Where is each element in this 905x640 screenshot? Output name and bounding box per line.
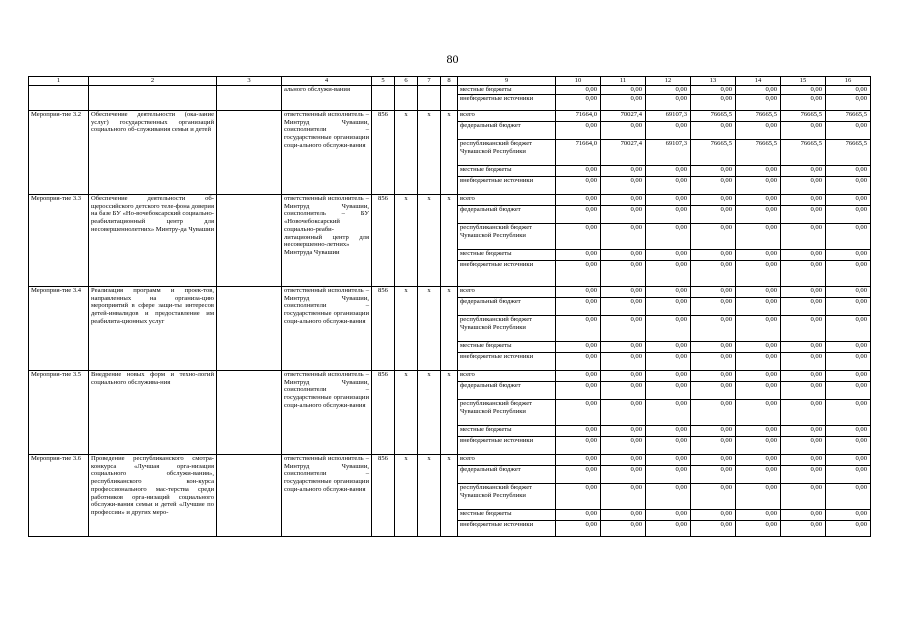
value-cell: 0,00 <box>826 382 871 400</box>
value-cell: 0,00 <box>646 382 691 400</box>
column-number-5: 5 <box>372 77 395 86</box>
source-cell: федеральный бюджет <box>458 382 556 400</box>
value-cell: 0,00 <box>691 353 736 371</box>
value-cell: 0,00 <box>736 287 781 298</box>
value-cell: 0,00 <box>601 206 646 224</box>
csr-cell: x <box>418 195 441 287</box>
value-cell: 0,00 <box>781 166 826 177</box>
page-number: 80 <box>446 52 459 66</box>
value-cell: 0,00 <box>781 342 826 353</box>
value-cell: 0,00 <box>646 250 691 261</box>
measure-code-cell: Мероприя-тие 3.3 <box>29 195 89 287</box>
value-cell: 0,00 <box>691 484 736 510</box>
source-cell: всего <box>458 195 556 206</box>
source-cell: внебюджетные источники <box>458 437 556 455</box>
source-cell: федеральный бюджет <box>458 206 556 224</box>
source-cell: всего <box>458 455 556 466</box>
column-number-3: 3 <box>217 77 282 86</box>
grbs-cell: 856 <box>372 455 395 537</box>
measure-code-cell <box>29 86 89 111</box>
value-cell: 0,00 <box>826 455 871 466</box>
value-cell: 70027,4 <box>601 140 646 166</box>
measure-name-cell: Реализация программ и проек-тов, направленных на организа-цию мероприятий в сфере защи-ты интересов детей-инвалидов и предоставление им реабилита-ционных услуг <box>89 287 217 371</box>
value-cell: 0,00 <box>601 400 646 426</box>
value-cell: 0,00 <box>556 521 601 537</box>
value-cell: 0,00 <box>826 206 871 224</box>
vr-cell: x <box>441 195 458 287</box>
vr-cell: x <box>441 111 458 195</box>
value-cell: 0,00 <box>601 371 646 382</box>
target-cell <box>217 287 282 371</box>
value-cell: 0,00 <box>691 195 736 206</box>
value-cell: 0,00 <box>556 298 601 316</box>
value-cell: 0,00 <box>736 166 781 177</box>
rz-cell: x <box>395 111 418 195</box>
value-cell: 76665,5 <box>691 111 736 122</box>
value-cell: 0,00 <box>646 455 691 466</box>
value-cell: 0,00 <box>781 195 826 206</box>
value-cell: 0,00 <box>736 521 781 537</box>
rz-cell: x <box>395 195 418 287</box>
value-cell: 0,00 <box>736 510 781 521</box>
value-cell: 76665,5 <box>736 140 781 166</box>
value-cell: 0,00 <box>601 287 646 298</box>
value-cell: 0,00 <box>781 437 826 455</box>
value-cell: 0,00 <box>781 177 826 195</box>
source-cell: местные бюджеты <box>458 250 556 261</box>
value-cell: 0,00 <box>646 371 691 382</box>
value-cell: 69107,3 <box>646 111 691 122</box>
measure-code-cell: Мероприя-тие 3.4 <box>29 287 89 371</box>
column-number-13: 13 <box>691 77 736 86</box>
value-cell: 0,00 <box>781 86 826 95</box>
value-cell: 0,00 <box>736 484 781 510</box>
value-cell: 0,00 <box>736 195 781 206</box>
value-cell: 0,00 <box>691 298 736 316</box>
value-cell: 0,00 <box>691 316 736 342</box>
value-cell: 0,00 <box>826 166 871 177</box>
source-cell: федеральный бюджет <box>458 298 556 316</box>
column-number-1: 1 <box>29 77 89 86</box>
column-number-4: 4 <box>282 77 372 86</box>
value-cell: 0,00 <box>691 177 736 195</box>
measure-name-cell: Обеспечение деятельности об-щероссийского детского теле-фона доверия на базе БУ «Но-вочебоксарский социально-реабилитационный центр для несовершеннолетних» Минтру-да Чувашии <box>89 195 217 287</box>
value-cell: 0,00 <box>601 195 646 206</box>
value-cell: 0,00 <box>691 382 736 400</box>
value-cell: 0,00 <box>826 122 871 140</box>
grbs-cell: 856 <box>372 111 395 195</box>
value-cell: 0,00 <box>826 195 871 206</box>
value-cell: 0,00 <box>601 166 646 177</box>
value-cell: 0,00 <box>556 261 601 287</box>
value-cell: 0,00 <box>646 261 691 287</box>
value-cell: 0,00 <box>601 455 646 466</box>
value-cell: 0,00 <box>556 250 601 261</box>
table-row <box>29 287 871 298</box>
value-cell: 69107,3 <box>646 140 691 166</box>
measure-name-cell: Обеспечение деятельности (ока-зание услуг) государственных организаций социального об-служивания семьи и детей <box>89 111 217 195</box>
value-cell: 0,00 <box>646 510 691 521</box>
rz-cell: x <box>395 287 418 371</box>
source-cell: федеральный бюджет <box>458 466 556 484</box>
source-cell: местные бюджеты <box>458 166 556 177</box>
value-cell: 0,00 <box>781 224 826 250</box>
value-cell: 0,00 <box>781 287 826 298</box>
value-cell: 0,00 <box>556 342 601 353</box>
value-cell: 0,00 <box>556 206 601 224</box>
value-cell: 0,00 <box>691 166 736 177</box>
rz-cell: x <box>395 371 418 455</box>
measure-name-cell <box>89 86 217 111</box>
value-cell: 0,00 <box>826 86 871 95</box>
value-cell: 0,00 <box>601 86 646 95</box>
rz-cell: x <box>395 455 418 537</box>
value-cell: 0,00 <box>736 353 781 371</box>
value-cell: 0,00 <box>646 298 691 316</box>
value-cell: 0,00 <box>556 484 601 510</box>
value-cell: 0,00 <box>601 521 646 537</box>
value-cell: 0,00 <box>736 466 781 484</box>
executor-cell: ответственный исполнитель – Минтруд Чувашии, соисполнитель – БУ «Новочебоксарский социально-реаби-литационный центр для несовершенно-летних» Минтруда Чувашии <box>282 195 372 287</box>
value-cell: 0,00 <box>601 224 646 250</box>
value-cell: 76665,5 <box>781 111 826 122</box>
value-cell: 0,00 <box>691 455 736 466</box>
csr-cell <box>418 86 441 111</box>
value-cell: 0,00 <box>736 371 781 382</box>
value-cell: 0,00 <box>736 224 781 250</box>
value-cell: 0,00 <box>646 195 691 206</box>
measure-name-cell: Проведение республиканского смотра-конкурса «Лучшая орга-низация социального обслужи-вания», республиканского кон-курса профессионального мас-терства среди работников орга-низаций социального обслужи-вания семьи и детей «Лучшие по профессии» и других меро- <box>89 455 217 537</box>
value-cell: 0,00 <box>691 86 736 95</box>
value-cell: 0,00 <box>826 426 871 437</box>
value-cell: 0,00 <box>691 95 736 111</box>
value-cell: 0,00 <box>826 484 871 510</box>
value-cell: 0,00 <box>826 316 871 342</box>
value-cell: 0,00 <box>736 437 781 455</box>
vr-cell: x <box>441 455 458 537</box>
value-cell: 0,00 <box>646 400 691 426</box>
value-cell: 0,00 <box>646 353 691 371</box>
value-cell: 0,00 <box>781 382 826 400</box>
value-cell: 0,00 <box>691 342 736 353</box>
value-cell: 0,00 <box>736 177 781 195</box>
measure-code-cell: Мероприя-тие 3.6 <box>29 455 89 537</box>
value-cell: 0,00 <box>691 224 736 250</box>
value-cell: 0,00 <box>601 466 646 484</box>
csr-cell: x <box>418 455 441 537</box>
value-cell: 0,00 <box>781 298 826 316</box>
value-cell: 0,00 <box>646 484 691 510</box>
value-cell: 0,00 <box>601 510 646 521</box>
target-cell <box>217 455 282 537</box>
source-cell: внебюджетные источники <box>458 95 556 111</box>
value-cell: 0,00 <box>556 353 601 371</box>
value-cell: 71664,0 <box>556 140 601 166</box>
value-cell: 0,00 <box>781 261 826 287</box>
grbs-cell: 856 <box>372 371 395 455</box>
value-cell: 0,00 <box>736 316 781 342</box>
value-cell: 0,00 <box>601 353 646 371</box>
value-cell: 0,00 <box>736 426 781 437</box>
value-cell: 0,00 <box>556 287 601 298</box>
value-cell: 0,00 <box>691 510 736 521</box>
value-cell: 0,00 <box>781 206 826 224</box>
value-cell: 0,00 <box>691 426 736 437</box>
rz-cell <box>395 86 418 111</box>
value-cell: 0,00 <box>826 95 871 111</box>
value-cell: 0,00 <box>646 122 691 140</box>
value-cell: 0,00 <box>646 466 691 484</box>
column-number-7: 7 <box>418 77 441 86</box>
measure-code-cell: Мероприя-тие 3.2 <box>29 111 89 195</box>
target-cell <box>217 371 282 455</box>
value-cell: 0,00 <box>781 510 826 521</box>
measure-name-cell: Внедрение новых форм и техно-логий социального обслужива-ния <box>89 371 217 455</box>
value-cell: 0,00 <box>691 437 736 455</box>
source-cell: республиканский бюджет Чувашской Республики <box>458 140 556 166</box>
value-cell: 71664,0 <box>556 111 601 122</box>
value-cell: 0,00 <box>556 95 601 111</box>
column-number-row <box>29 77 871 86</box>
value-cell: 0,00 <box>646 342 691 353</box>
column-number-12: 12 <box>646 77 691 86</box>
program-table-sheet <box>28 76 870 537</box>
value-cell: 0,00 <box>601 426 646 437</box>
value-cell: 0,00 <box>556 400 601 426</box>
value-cell: 0,00 <box>781 316 826 342</box>
value-cell: 0,00 <box>646 287 691 298</box>
source-cell: республиканский бюджет Чувашской Республики <box>458 400 556 426</box>
value-cell: 0,00 <box>601 437 646 455</box>
value-cell: 0,00 <box>691 206 736 224</box>
value-cell: 0,00 <box>601 95 646 111</box>
value-cell: 0,00 <box>556 510 601 521</box>
csr-cell: x <box>418 287 441 371</box>
value-cell: 0,00 <box>826 466 871 484</box>
value-cell: 76665,5 <box>736 111 781 122</box>
value-cell: 0,00 <box>781 95 826 111</box>
source-cell: местные бюджеты <box>458 426 556 437</box>
value-cell: 0,00 <box>781 466 826 484</box>
column-number-10: 10 <box>556 77 601 86</box>
source-cell: местные бюджеты <box>458 510 556 521</box>
executor-cell: ального обслужи-вания <box>282 86 372 111</box>
value-cell: 0,00 <box>601 177 646 195</box>
vr-cell <box>441 86 458 111</box>
value-cell: 0,00 <box>826 437 871 455</box>
value-cell: 0,00 <box>781 371 826 382</box>
target-cell <box>217 195 282 287</box>
value-cell: 0,00 <box>601 261 646 287</box>
value-cell: 70027,4 <box>601 111 646 122</box>
value-cell: 0,00 <box>646 95 691 111</box>
measure-code-cell: Мероприя-тие 3.5 <box>29 371 89 455</box>
target-cell <box>217 86 282 111</box>
value-cell: 0,00 <box>646 177 691 195</box>
value-cell: 0,00 <box>826 353 871 371</box>
value-cell: 0,00 <box>601 342 646 353</box>
value-cell: 0,00 <box>826 342 871 353</box>
vr-cell: x <box>441 371 458 455</box>
value-cell: 0,00 <box>601 122 646 140</box>
value-cell: 0,00 <box>646 437 691 455</box>
value-cell: 0,00 <box>781 250 826 261</box>
vr-cell: x <box>441 287 458 371</box>
value-cell: 0,00 <box>601 316 646 342</box>
source-cell: внебюджетные источники <box>458 261 556 287</box>
value-cell: 0,00 <box>781 122 826 140</box>
value-cell: 0,00 <box>826 521 871 537</box>
csr-cell: x <box>418 111 441 195</box>
funding-table <box>28 76 871 537</box>
value-cell: 0,00 <box>556 86 601 95</box>
value-cell: 0,00 <box>781 353 826 371</box>
value-cell: 76665,5 <box>691 140 736 166</box>
value-cell: 0,00 <box>826 400 871 426</box>
value-cell: 0,00 <box>646 166 691 177</box>
executor-cell: ответственный исполнитель – Минтруд Чувашии, соисполнители – государственные организации соци-ального обслужи-вания <box>282 371 372 455</box>
value-cell: 0,00 <box>826 261 871 287</box>
value-cell: 0,00 <box>736 95 781 111</box>
value-cell: 0,00 <box>556 122 601 140</box>
source-cell: всего <box>458 111 556 122</box>
value-cell: 76665,5 <box>781 140 826 166</box>
value-cell: 0,00 <box>646 206 691 224</box>
value-cell: 0,00 <box>646 224 691 250</box>
source-cell: внебюджетные источники <box>458 521 556 537</box>
value-cell: 0,00 <box>736 122 781 140</box>
value-cell: 0,00 <box>781 455 826 466</box>
value-cell: 0,00 <box>556 437 601 455</box>
value-cell: 0,00 <box>826 224 871 250</box>
source-cell: всего <box>458 371 556 382</box>
column-number-14: 14 <box>736 77 781 86</box>
value-cell: 0,00 <box>826 250 871 261</box>
value-cell: 0,00 <box>736 206 781 224</box>
source-cell: местные бюджеты <box>458 86 556 95</box>
executor-cell: ответственный исполнитель – Минтруд Чувашии, соисполнители – государственные организации соци-ального обслужи-вания <box>282 111 372 195</box>
table-body <box>29 77 871 537</box>
value-cell: 0,00 <box>781 484 826 510</box>
table-row <box>29 195 871 206</box>
table-row <box>29 86 871 95</box>
column-number-8: 8 <box>441 77 458 86</box>
value-cell: 0,00 <box>826 287 871 298</box>
value-cell: 0,00 <box>556 371 601 382</box>
grbs-cell: 856 <box>372 287 395 371</box>
value-cell: 0,00 <box>601 250 646 261</box>
source-cell: внебюджетные источники <box>458 353 556 371</box>
source-cell: внебюджетные источники <box>458 177 556 195</box>
value-cell: 0,00 <box>691 261 736 287</box>
column-number-15: 15 <box>781 77 826 86</box>
value-cell: 0,00 <box>556 316 601 342</box>
value-cell: 0,00 <box>556 466 601 484</box>
value-cell: 0,00 <box>691 371 736 382</box>
value-cell: 76665,5 <box>826 140 871 166</box>
value-cell: 0,00 <box>736 382 781 400</box>
value-cell: 0,00 <box>691 466 736 484</box>
grbs-cell <box>372 86 395 111</box>
value-cell: 0,00 <box>556 455 601 466</box>
csr-cell: x <box>418 371 441 455</box>
executor-cell: ответственный исполнитель – Минтруд Чувашии, соисполнители – государственные организации соци-ального обслужи-вания <box>282 287 372 371</box>
value-cell: 0,00 <box>556 382 601 400</box>
value-cell: 0,00 <box>556 224 601 250</box>
source-cell: республиканский бюджет Чувашской Республики <box>458 484 556 510</box>
source-cell: республиканский бюджет Чувашской Республики <box>458 224 556 250</box>
value-cell: 0,00 <box>556 166 601 177</box>
value-cell: 0,00 <box>691 287 736 298</box>
value-cell: 0,00 <box>646 86 691 95</box>
table-row <box>29 455 871 466</box>
value-cell: 0,00 <box>601 484 646 510</box>
value-cell: 0,00 <box>736 455 781 466</box>
value-cell: 0,00 <box>556 177 601 195</box>
source-cell: республиканский бюджет Чувашской Республики <box>458 316 556 342</box>
value-cell: 0,00 <box>826 371 871 382</box>
value-cell: 0,00 <box>781 400 826 426</box>
table-row <box>29 111 871 122</box>
value-cell: 76665,5 <box>826 111 871 122</box>
value-cell: 0,00 <box>781 426 826 437</box>
value-cell: 0,00 <box>826 510 871 521</box>
value-cell: 0,00 <box>646 521 691 537</box>
value-cell: 0,00 <box>556 426 601 437</box>
value-cell: 0,00 <box>646 316 691 342</box>
value-cell: 0,00 <box>556 195 601 206</box>
value-cell: 0,00 <box>736 250 781 261</box>
value-cell: 0,00 <box>736 298 781 316</box>
column-number-6: 6 <box>395 77 418 86</box>
value-cell: 0,00 <box>781 521 826 537</box>
column-number-16: 16 <box>826 77 871 86</box>
source-cell: местные бюджеты <box>458 342 556 353</box>
column-number-2: 2 <box>89 77 217 86</box>
value-cell: 0,00 <box>601 382 646 400</box>
column-number-11: 11 <box>601 77 646 86</box>
value-cell: 0,00 <box>601 298 646 316</box>
source-cell: федеральный бюджет <box>458 122 556 140</box>
value-cell: 0,00 <box>646 426 691 437</box>
value-cell: 0,00 <box>736 261 781 287</box>
value-cell: 0,00 <box>826 177 871 195</box>
target-cell <box>217 111 282 195</box>
source-cell: всего <box>458 287 556 298</box>
value-cell: 0,00 <box>736 86 781 95</box>
value-cell: 0,00 <box>691 521 736 537</box>
table-row <box>29 371 871 382</box>
value-cell: 0,00 <box>736 342 781 353</box>
value-cell: 0,00 <box>691 122 736 140</box>
value-cell: 0,00 <box>691 250 736 261</box>
column-number-9: 9 <box>458 77 556 86</box>
value-cell: 0,00 <box>691 400 736 426</box>
value-cell: 0,00 <box>826 298 871 316</box>
executor-cell: ответственный исполнитель – Минтруд Чувашии, соисполнители – государственные организации соци-ального обслужи-вания <box>282 455 372 537</box>
value-cell: 0,00 <box>736 400 781 426</box>
grbs-cell: 856 <box>372 195 395 287</box>
